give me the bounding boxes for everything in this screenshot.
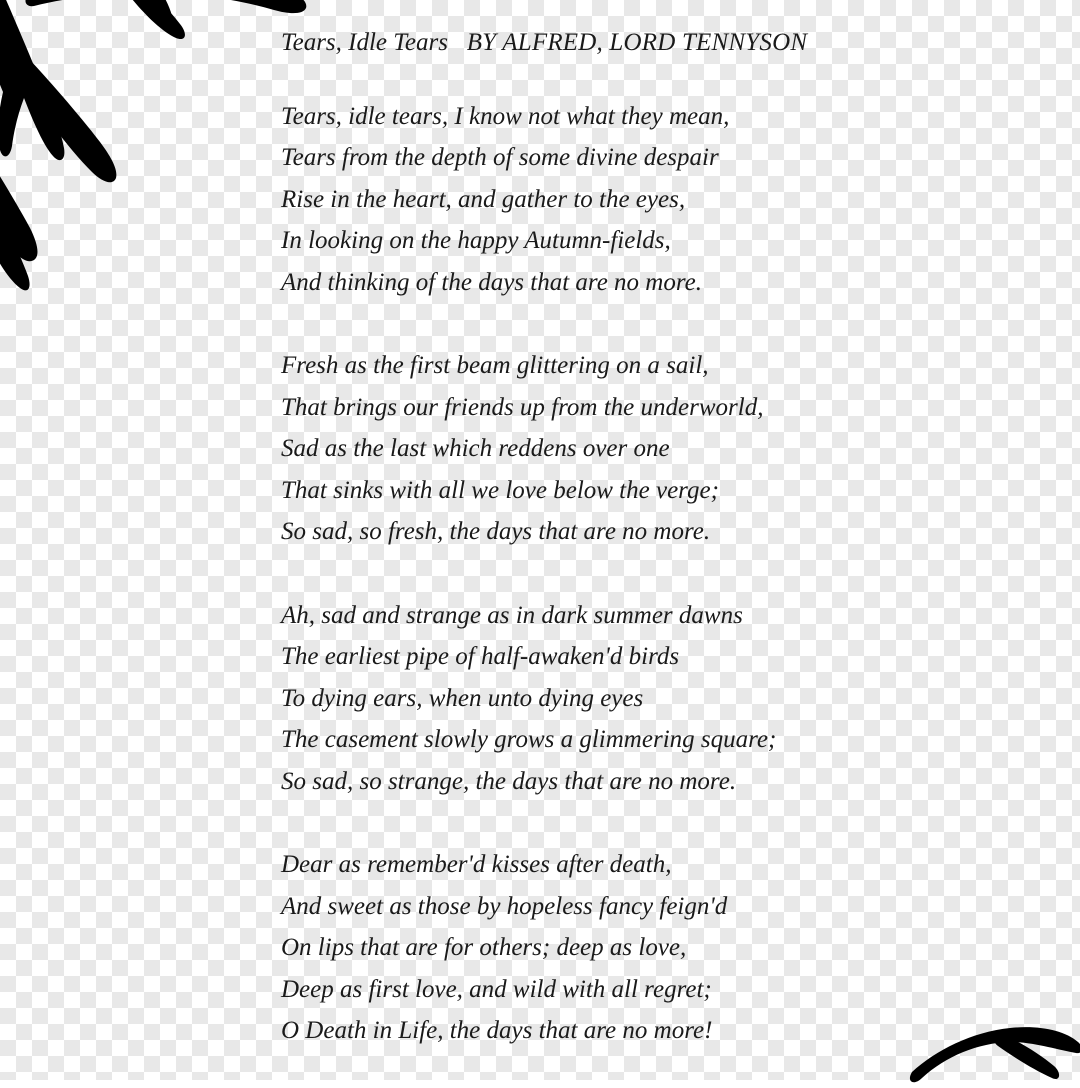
poem-line: O Death in Life, the days that are no more! <box>281 1017 713 1045</box>
poem-line: The casement slowly grows a glimmering square; <box>281 726 777 754</box>
poem-line: That brings our friends up from the underworld, <box>281 393 764 421</box>
poem-line: The earliest pipe of half-awaken'd birds <box>281 643 680 671</box>
poem-line: So sad, so strange, the days that are no more. <box>281 767 737 795</box>
poem-body <box>281 26 1021 1052</box>
poem-line: Dear as remember'd kisses after death, <box>281 851 672 879</box>
poem-line: And sweet as those by hopeless fancy feign'd <box>281 892 728 920</box>
poem-line: Tears from the depth of some divine despair <box>281 144 719 172</box>
poem-line: To dying ears, when unto dying eyes <box>281 684 644 712</box>
poem-line: Rise in the heart, and gather to the eyes, <box>281 185 686 213</box>
stanza <box>281 595 1021 803</box>
page-title <box>281 26 1021 60</box>
stanza <box>281 96 1021 304</box>
poem-byline: BY ALFRED, LORD TENNYSON <box>466 29 808 56</box>
poem-line: Tears, idle tears, I know not what they mean, <box>281 102 730 130</box>
poem-title: Tears, Idle Tears <box>281 29 448 56</box>
stanza <box>281 345 1021 553</box>
poem-line: Ah, sad and strange as in dark summer dawns <box>281 601 743 629</box>
poem-line: In looking on the happy Autumn-fields, <box>281 227 671 255</box>
poem-line: That sinks with all we love below the verge; <box>281 476 719 504</box>
poem-line: So sad, so fresh, the days that are no more. <box>281 518 711 546</box>
title-separator <box>448 29 467 56</box>
poem-line: And thinking of the days that are no more. <box>281 268 703 296</box>
poem-line: Deep as first love, and wild with all regret; <box>281 975 712 1003</box>
poem-line: Sad as the last which reddens over one <box>281 435 670 463</box>
poem-line: Fresh as the first beam glittering on a sail, <box>281 352 709 380</box>
stanza <box>281 844 1021 1052</box>
poem-line: On lips that are for others; deep as love, <box>281 934 687 962</box>
